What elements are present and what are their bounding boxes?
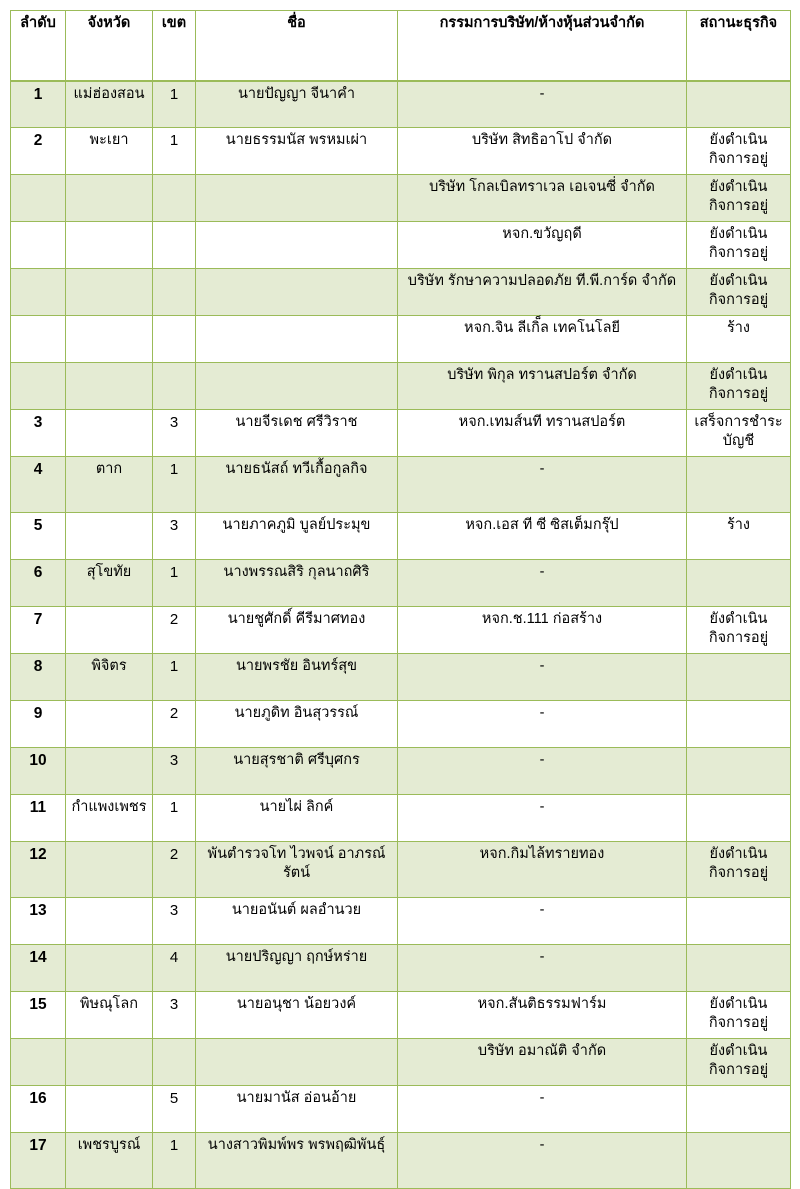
cell-name: นายสุรชาติ ศรีบุศกร [196,748,398,795]
cell-status: เสร็จการชำระบัญชี [687,410,791,457]
cell-name: พันตำรวจโท ไวพจน์ อาภรณ์รัตน์ [196,842,398,898]
cell-name [196,316,398,363]
cell-status [687,81,791,128]
cell-zone [153,1039,196,1086]
cell-province [66,748,153,795]
cell-zone: 2 [153,842,196,898]
column-header-status: สถานะธุรกิจ [687,11,791,81]
cell-status: ยังดำเนินกิจการอยู่ [687,607,791,654]
cell-company: - [398,457,687,513]
cell-name: นายปัญญา จีนาคำ [196,81,398,128]
cell-company: - [398,654,687,701]
cell-status [687,654,791,701]
cell-company: บริษัท อมาณัติ จำกัด [398,1039,687,1086]
cell-zone: 1 [153,560,196,607]
column-header-name: ชื่อ [196,11,398,81]
cell-company: หจก.ขวัญฤดี [398,222,687,269]
cell-status [687,457,791,513]
cell-zone [153,316,196,363]
cell-province: เพชรบูรณ์ [66,1133,153,1189]
cell-status: ยังดำเนินกิจการอยู่ [687,842,791,898]
table-row [11,410,791,457]
cell-zone: 1 [153,128,196,175]
cell-status: ยังดำเนินกิจการอยู่ [687,1039,791,1086]
cell-company: - [398,898,687,945]
cell-company: หจก.กิมไล้ทรายทอง [398,842,687,898]
cell-name [196,175,398,222]
cell-sequence: 2 [11,128,66,175]
cell-sequence [11,269,66,316]
cell-zone: 5 [153,1086,196,1133]
table-row [11,175,791,222]
cell-company: หจก.เอส ที ซี ซิสเต็มกรุ๊ป [398,513,687,560]
cell-sequence: 4 [11,457,66,513]
cell-status: ยังดำเนินกิจการอยู่ [687,269,791,316]
cell-status [687,748,791,795]
table-row [11,81,791,128]
cell-sequence: 1 [11,81,66,128]
cell-status: ยังดำเนินกิจการอยู่ [687,175,791,222]
cell-zone [153,222,196,269]
cell-company: - [398,81,687,128]
cell-zone: 2 [153,701,196,748]
cell-name: นายภาคภูมิ บูลย์ประมุข [196,513,398,560]
cell-province [66,410,153,457]
cell-name: นางสาวพิมพ์พร พรพฤฒิพันธุ์ [196,1133,398,1189]
cell-company: - [398,1133,687,1189]
cell-name: นายอนันต์ ผลอำนวย [196,898,398,945]
cell-company: - [398,560,687,607]
column-header-province: จังหวัด [66,11,153,81]
cell-company: - [398,945,687,992]
table-row [11,1086,791,1133]
cell-sequence: 14 [11,945,66,992]
table-row [11,128,791,175]
cell-sequence: 10 [11,748,66,795]
cell-company: บริษัท โกลเบิลทราเวล เอเจนซี่ จำกัด [398,175,687,222]
cell-zone [153,175,196,222]
table-row [11,1133,791,1189]
cell-zone: 3 [153,410,196,457]
cell-province: พิจิตร [66,654,153,701]
cell-name [196,363,398,410]
column-header-zone: เขต [153,11,196,81]
cell-status [687,945,791,992]
cell-status [687,1133,791,1189]
table-row [11,269,791,316]
table-row [11,842,791,898]
table-row [11,560,791,607]
cell-province [66,701,153,748]
cell-sequence: 16 [11,1086,66,1133]
cell-sequence: 5 [11,513,66,560]
cell-province [66,842,153,898]
cell-province [66,222,153,269]
cell-name: นายไผ่ ลิกค์ [196,795,398,842]
cell-name: นายธรรมนัส พรหมเผ่า [196,128,398,175]
column-header-sequence: ลำดับ [11,11,66,81]
cell-province [66,1039,153,1086]
cell-zone [153,269,196,316]
cell-zone: 1 [153,654,196,701]
cell-province: พิษณุโลก [66,992,153,1039]
cell-sequence [11,363,66,410]
table-row [11,457,791,513]
cell-province [66,175,153,222]
cell-status: ยังดำเนินกิจการอยู่ [687,992,791,1039]
cell-zone: 1 [153,457,196,513]
cell-name: นายมานัส อ่อนอ้าย [196,1086,398,1133]
cell-zone: 3 [153,513,196,560]
cell-province [66,316,153,363]
cell-sequence: 17 [11,1133,66,1189]
cell-status [687,701,791,748]
cell-name [196,222,398,269]
cell-sequence [11,1039,66,1086]
cell-company: - [398,795,687,842]
table-row [11,363,791,410]
table-row [11,945,791,992]
cell-status: ยังดำเนินกิจการอยู่ [687,128,791,175]
table-row [11,1039,791,1086]
cell-sequence: 11 [11,795,66,842]
cell-name: นายธนัสถ์ ทวีเกื้อกูลกิจ [196,457,398,513]
cell-zone: 1 [153,795,196,842]
table-row [11,992,791,1039]
cell-province [66,513,153,560]
cell-company: หจก.ช.111 ก่อสร้าง [398,607,687,654]
cell-sequence: 6 [11,560,66,607]
cell-province: กำแพงเพชร [66,795,153,842]
table-row [11,316,791,363]
cell-company: บริษัท สิทธิอาโป จำกัด [398,128,687,175]
cell-name: นายภูดิท อินสุวรรณ์ [196,701,398,748]
table-row [11,701,791,748]
cell-sequence: 15 [11,992,66,1039]
cell-status [687,898,791,945]
table-row [11,654,791,701]
cell-zone: 2 [153,607,196,654]
cell-name: นายอนุชา น้อยวงค์ [196,992,398,1039]
table-header-row [11,11,791,81]
cell-name [196,1039,398,1086]
cell-company: - [398,748,687,795]
cell-company: - [398,701,687,748]
cell-status: ยังดำเนินกิจการอยู่ [687,222,791,269]
table-body [11,81,791,1189]
table-row [11,222,791,269]
cell-zone: 1 [153,81,196,128]
cell-province [66,898,153,945]
cell-zone: 3 [153,748,196,795]
cell-province: แม่ฮ่องสอน [66,81,153,128]
cell-sequence [11,316,66,363]
cell-company: หจก.เทมส์นที ทรานสปอร์ต [398,410,687,457]
cell-province [66,1086,153,1133]
cell-status [687,560,791,607]
cell-sequence: 13 [11,898,66,945]
data-table [10,10,791,1189]
cell-name: นายพรชัย อินทร์สุข [196,654,398,701]
cell-province: สุโขทัย [66,560,153,607]
cell-company: บริษัท รักษาความปลอดภัย ที.พี.การ์ด จำกัด [398,269,687,316]
cell-province: พะเยา [66,128,153,175]
cell-province [66,607,153,654]
cell-company: บริษัท พิกุล ทรานสปอร์ต จำกัด [398,363,687,410]
cell-sequence [11,175,66,222]
cell-zone: 4 [153,945,196,992]
cell-name: นายชูศักดิ์ คีรีมาศทอง [196,607,398,654]
column-header-company: กรรมการบริษัท/ห้างหุ้นส่วนจำกัด [398,11,687,81]
cell-sequence: 3 [11,410,66,457]
cell-zone: 3 [153,898,196,945]
table-row [11,898,791,945]
cell-sequence: 7 [11,607,66,654]
cell-province [66,363,153,410]
cell-status: ร้าง [687,316,791,363]
cell-name: นายปริญญา ฤกษ์หร่าย [196,945,398,992]
cell-sequence: 9 [11,701,66,748]
cell-sequence: 12 [11,842,66,898]
cell-zone: 1 [153,1133,196,1189]
cell-status [687,795,791,842]
cell-province [66,945,153,992]
cell-status [687,1086,791,1133]
cell-zone: 3 [153,992,196,1039]
cell-zone [153,363,196,410]
table-row [11,513,791,560]
cell-status: ยังดำเนินกิจการอยู่ [687,363,791,410]
cell-name [196,269,398,316]
cell-company: - [398,1086,687,1133]
table-row [11,607,791,654]
cell-province: ตาก [66,457,153,513]
cell-name: นางพรรณสิริ กุลนาถศิริ [196,560,398,607]
cell-province [66,269,153,316]
table-row [11,748,791,795]
table-row [11,795,791,842]
cell-sequence [11,222,66,269]
cell-company: หจก.สันติธรรมฟาร์ม [398,992,687,1039]
cell-sequence: 8 [11,654,66,701]
cell-company: หจก.จิน ลีเกิ็ล เทคโนโลยี [398,316,687,363]
cell-name: นายจีรเดช ศรีวิราช [196,410,398,457]
table-header [11,11,791,81]
cell-status: ร้าง [687,513,791,560]
